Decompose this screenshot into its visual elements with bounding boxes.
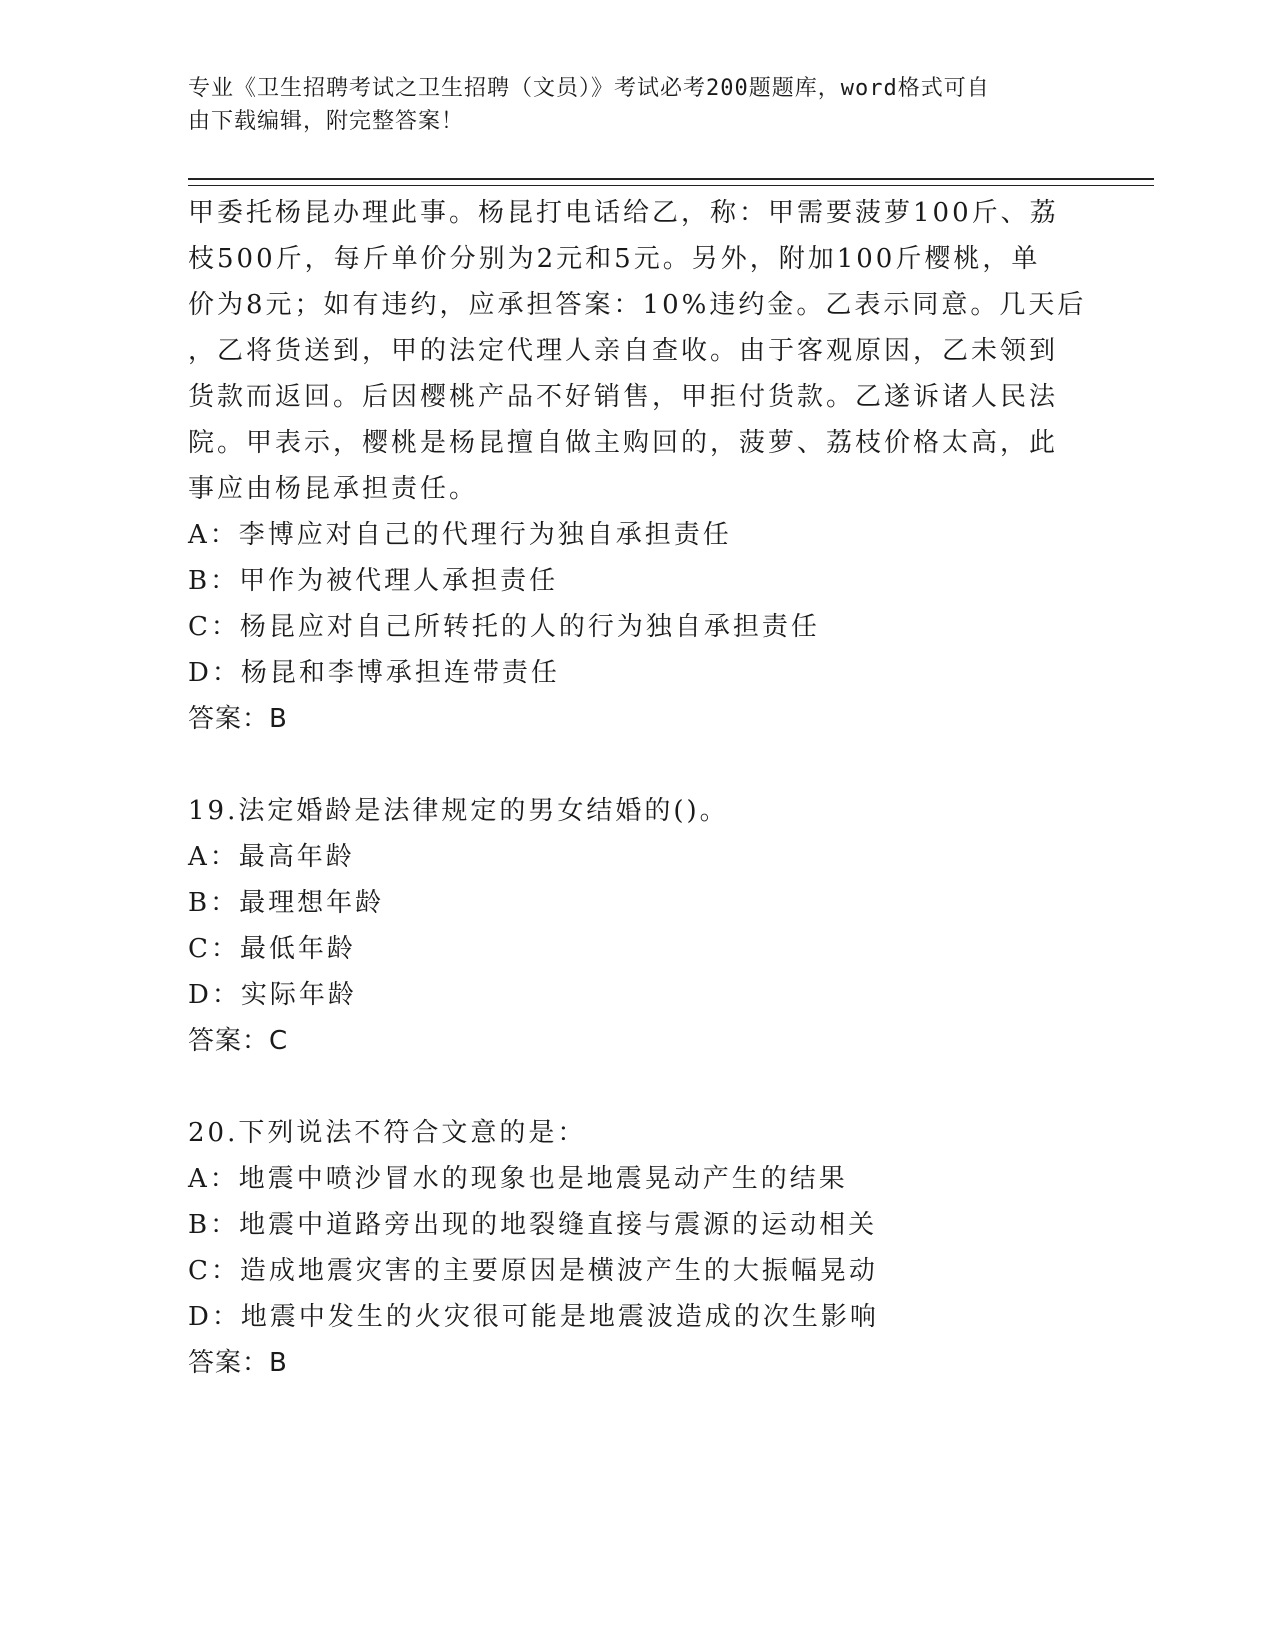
question-20 — [188, 1110, 1088, 1386]
answer-line: 答案：B — [188, 1348, 288, 1378]
question-stem-line: 事应由杨昆承担责任。 — [188, 474, 479, 504]
header-divider — [188, 178, 1154, 186]
option-b: B：地震中道路旁出现的地裂缝直接与震源的运动相关 — [188, 1210, 878, 1240]
question-stem: 20.下列说法不符合文意的是： — [188, 1118, 587, 1148]
spacer — [188, 742, 1088, 788]
question-stem-line: 院。甲表示，樱桃是杨昆擅自做主购回的，菠萝、荔枝价格太高，此 — [188, 428, 1059, 458]
option-d: D：实际年龄 — [188, 980, 357, 1010]
page-header — [188, 72, 1068, 138]
option-c: C：最低年龄 — [188, 934, 356, 964]
option-a: A：李博应对自己的代理行为独自承担责任 — [188, 520, 732, 550]
document-body — [188, 190, 1088, 1386]
option-d: D：地震中发生的火灾很可能是地震波造成的次生影响 — [188, 1302, 879, 1332]
option-b: B：最理想年龄 — [188, 888, 385, 918]
question-stem-line: 甲委托杨昆办理此事。杨昆打电话给乙，称：甲需要菠萝100斤、荔 — [188, 198, 1059, 228]
question-stem-line: 枝500斤，每斤单价分别为2元和5元。另外，附加100斤樱桃，单 — [188, 244, 1041, 274]
question-stem: 19.法定婚龄是法律规定的男女结婚的()。 — [188, 796, 729, 826]
option-b: B：甲作为被代理人承担责任 — [188, 566, 559, 596]
option-a: A：最高年龄 — [188, 842, 355, 872]
spacer — [188, 1064, 1088, 1110]
header-line-2: 由下载编辑，附完整答案！ — [188, 109, 465, 134]
header-line-1: 专业《卫生招聘考试之卫生招聘（文员）》考试必考200题题库，word格式可自 — [188, 76, 990, 101]
option-c: C：造成地震灾害的主要原因是横波产生的大振幅晃动 — [188, 1256, 878, 1286]
question-stem-line: 货款而返回。后因樱桃产品不好销售，甲拒付货款。乙遂诉诸人民法 — [188, 382, 1059, 412]
option-a: A：地震中喷沙冒水的现象也是地震晃动产生的结果 — [188, 1164, 848, 1194]
question-19 — [188, 788, 1088, 1064]
question-stem-line: ，乙将货送到，甲的法定代理人亲自查收。由于客观原因，乙未领到 — [188, 336, 1059, 366]
question-18 — [188, 190, 1088, 742]
answer-line: 答案：C — [188, 1026, 289, 1056]
option-c: C：杨昆应对自己所转托的人的行为独自承担责任 — [188, 612, 820, 642]
question-stem-line: 价为8元；如有违约，应承担答案：10%违约金。乙表示同意。几天后 — [188, 290, 1087, 320]
answer-line: 答案：B — [188, 704, 288, 734]
option-d: D：杨昆和李博承担连带责任 — [188, 658, 560, 688]
